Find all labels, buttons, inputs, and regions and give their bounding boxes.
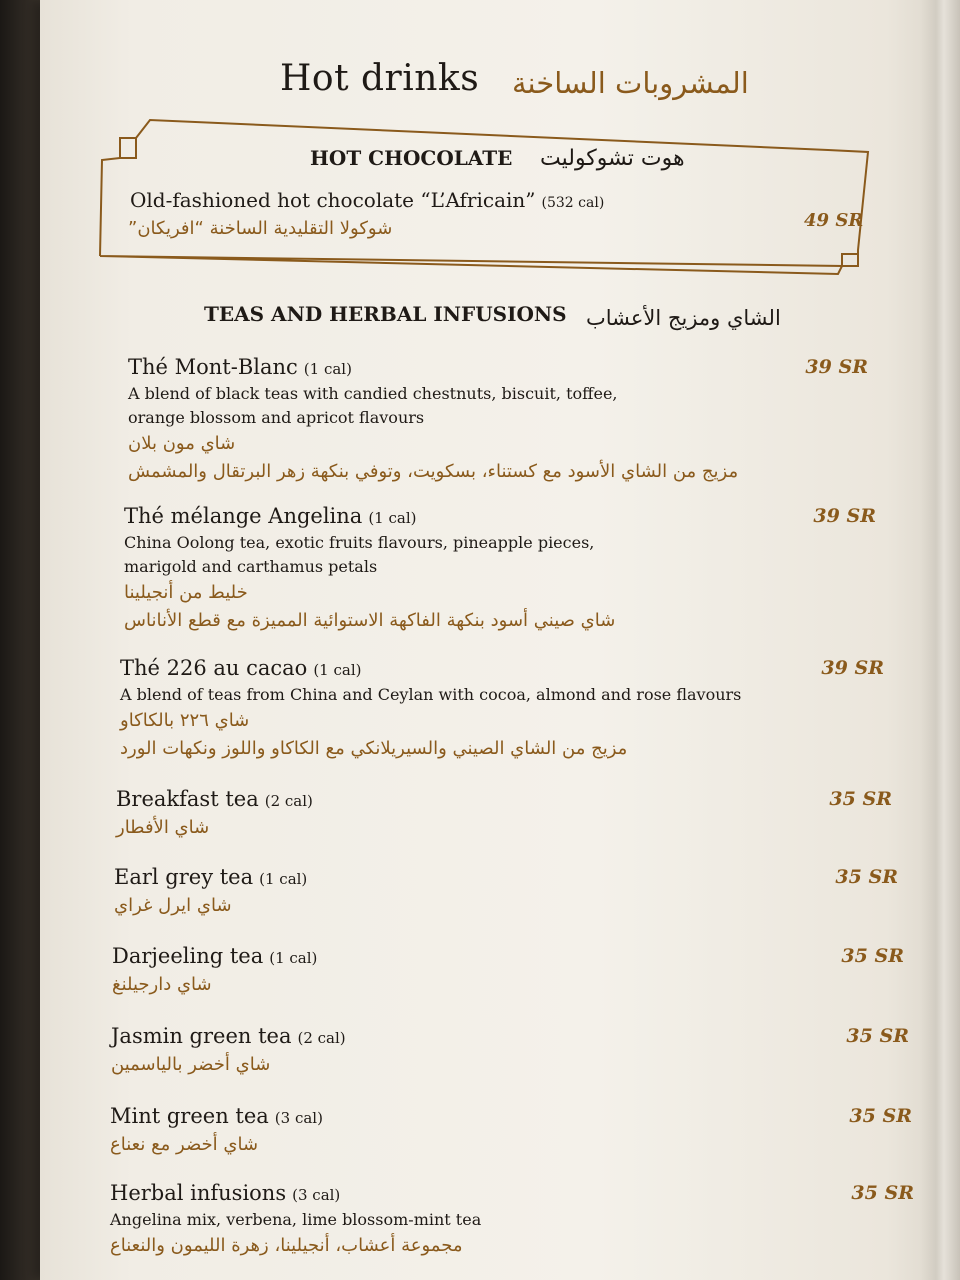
item-calories: (1 cal)	[259, 870, 308, 888]
item-name-arabic: شوكولا التقليدية الساخنة “افريكان”	[128, 218, 393, 239]
item-price: 39 SR	[821, 657, 884, 679]
item-description-arabic: شاي صيني أسود بنكهة الفاكهة الاستوائية المميزة مع قطع الأناناس	[124, 610, 616, 631]
item-calories: (1 cal)	[368, 509, 417, 527]
item-name-arabic: شاي دارجيلنغ	[112, 974, 212, 995]
item-calories: (532 cal)	[541, 195, 605, 211]
hot-chocolate-heading-arabic: هوت تشوكوليت	[540, 146, 685, 171]
item-name-arabic: شاي أخضر بالياسمين	[111, 1054, 271, 1075]
item-price: 39 SR	[805, 356, 868, 378]
hot-chocolate-box	[98, 116, 878, 276]
item-price: 35 SR	[846, 1025, 909, 1047]
item-description: A blend of teas from China and Ceylan with cocoa, almond and rose flavours	[120, 685, 742, 704]
item-name-arabic: شاي ايرل غراي	[114, 895, 232, 916]
item-name-arabic: خليط من أنجيلينا	[124, 582, 248, 603]
item-calories: (3 cal)	[274, 1109, 323, 1127]
menu-item	[111, 1023, 909, 1079]
item-description: China Oolong tea, exotic fruits flavours, pineapple pieces, marigold and carthamus petals	[124, 533, 595, 576]
item-name-arabic: شاي ٢٢٦ بالكاكاو	[120, 710, 250, 731]
page-title	[280, 58, 840, 118]
item-price: 35 SR	[849, 1105, 912, 1127]
hot-chocolate-item	[130, 188, 604, 212]
item-name: Old-fashioned hot chocolate “L’Africain”	[130, 188, 536, 212]
menu-page	[40, 0, 960, 1280]
menu-item	[110, 1103, 912, 1159]
item-name: Mint green tea	[110, 1104, 269, 1128]
menu-item	[114, 864, 898, 920]
item-name: Thé 226 au cacao	[120, 656, 308, 680]
item-price: 35 SR	[851, 1182, 914, 1204]
menu-item	[110, 1180, 914, 1260]
item-calories: (2 cal)	[264, 792, 313, 810]
menu-item	[116, 786, 892, 842]
item-name: Earl grey tea	[114, 865, 254, 889]
menu-item	[120, 655, 884, 763]
item-name: Breakfast tea	[116, 787, 259, 811]
item-name-arabic: مجموعة أعشاب، أنجيلينا، زهرة الليمون والنعناع	[110, 1235, 463, 1256]
title-arabic: المشروبات الساخنة	[512, 66, 749, 100]
item-description: A blend of black teas with candied chestnuts, biscuit, toffee, orange blossom and apricot flavours	[128, 384, 618, 427]
item-name-arabic: شاي مون بلان	[128, 433, 236, 454]
item-price: 35 SR	[841, 945, 904, 967]
item-name: Darjeeling tea	[112, 944, 264, 968]
item-name: Herbal infusions	[110, 1181, 287, 1205]
item-price: 49 SR	[804, 210, 864, 231]
item-calories: (1 cal)	[313, 661, 362, 679]
item-name-arabic: شاي الأفطار	[116, 817, 210, 838]
teas-heading: TEAS AND HERBAL INFUSIONS	[204, 302, 567, 326]
hot-chocolate-heading: HOT CHOCOLATE	[310, 146, 513, 170]
page-fold	[920, 0, 960, 1280]
item-description-arabic: مزيج من الشاي الصيني والسيريلانكي مع الكاكاو واللوز ونكهات الورد	[120, 738, 628, 759]
item-calories: (1 cal)	[303, 360, 352, 378]
item-description-arabic: مزيج من الشاي الأسود مع كستناء، بسكويت، وتوفي بنكهة زهر البرتقال والمشمش	[128, 461, 739, 482]
menu-item	[128, 354, 868, 486]
teas-heading-arabic: الشاي ومزيج الأعشاب	[586, 306, 781, 330]
title-english: Hot drinks	[280, 58, 480, 99]
menu-item	[112, 943, 904, 999]
item-name: Thé mélange Angelina	[124, 504, 363, 528]
item-calories: (1 cal)	[269, 949, 318, 967]
item-calories: (2 cal)	[297, 1029, 346, 1047]
item-name-arabic: شاي أخضر مع نعناع	[110, 1134, 259, 1155]
menu-item	[124, 503, 876, 635]
item-price: 35 SR	[829, 788, 892, 810]
item-price: 35 SR	[835, 866, 898, 888]
item-name: Thé Mont-Blanc	[128, 355, 298, 379]
item-description: Angelina mix, verbena, lime blossom-mint tea	[110, 1210, 482, 1229]
item-price: 39 SR	[813, 505, 876, 527]
item-calories: (3 cal)	[292, 1186, 341, 1204]
item-name: Jasmin green tea	[111, 1024, 292, 1048]
